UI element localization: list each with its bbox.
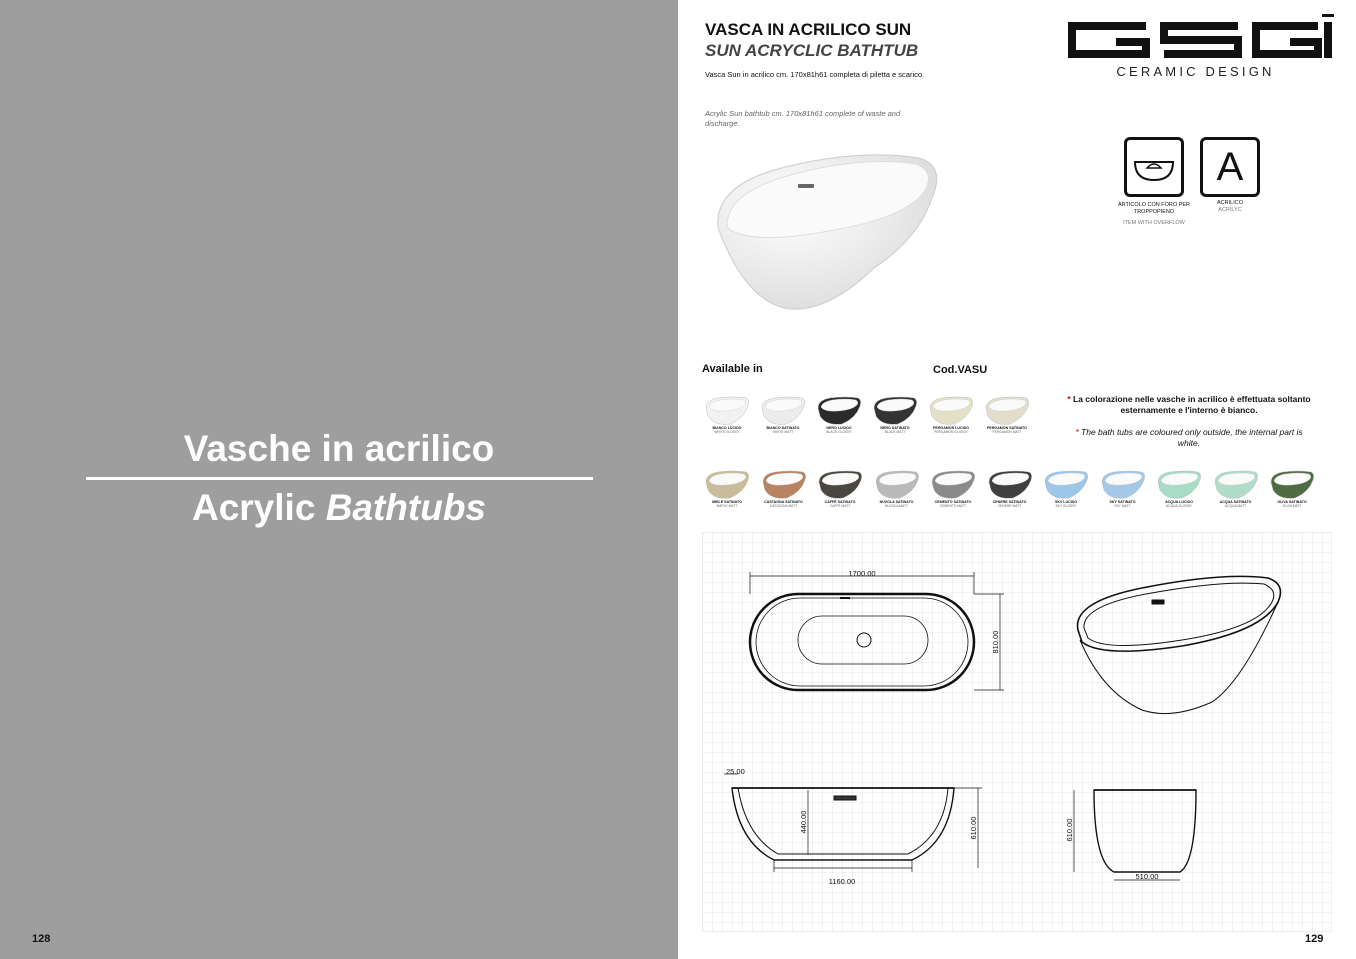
note-star: * bbox=[1075, 427, 1079, 437]
swatch-tub-icon bbox=[761, 468, 807, 500]
section-title: Vasche in acrilico bbox=[183, 428, 495, 469]
acrylic-feature-box: A bbox=[1200, 137, 1260, 197]
swatch-label-en: PERGAMON GLOSSY bbox=[934, 429, 968, 434]
product-description-en: Acrylic Sun bathtub cm. 170x81h61 complete of waste and discharge. bbox=[705, 109, 901, 129]
available-in-label: Available in bbox=[702, 363, 763, 375]
overflow-label-en: ITEM WITH OVERFLOW bbox=[1123, 220, 1185, 226]
swatch-tub-icon bbox=[1100, 468, 1146, 500]
swatch-label-it: NERO SATINATO bbox=[880, 426, 910, 430]
color-swatch bbox=[704, 468, 750, 509]
product-subtitle: SUN ACRYCLIC BATHTUB bbox=[705, 41, 919, 60]
swatch-label-it: OLIVA SATINATO bbox=[1277, 500, 1307, 504]
dim-length: 1700.00 bbox=[848, 569, 876, 578]
overflow-feature-box bbox=[1124, 137, 1184, 197]
color-swatch bbox=[1156, 468, 1202, 509]
right-page bbox=[678, 0, 1356, 959]
swatch-label-en: OLIVA MATT bbox=[1282, 503, 1302, 508]
color-note-en bbox=[1064, 427, 1314, 450]
swatch-label-en: NUVOLA MATT bbox=[884, 503, 909, 508]
swatch-tub-icon bbox=[817, 468, 863, 500]
color-note-en-text: The bath tubs are coloured only outside, the internal part is white. bbox=[1081, 427, 1303, 449]
section-subtitle-prefix: Acrylic bbox=[191, 487, 326, 528]
swatch-label-it: CAFFÈ SATINATO bbox=[824, 500, 856, 504]
swatch-label-it: MIELE SATINATO bbox=[712, 500, 742, 504]
product-code: Cod.VASU bbox=[933, 364, 988, 376]
swatch-tub-icon bbox=[930, 468, 976, 500]
swatch-label-it: NUVOLA SATINATO bbox=[879, 500, 914, 504]
product-title: VASCA IN ACRILICO SUN bbox=[705, 20, 912, 39]
bathtub-product-image bbox=[714, 148, 944, 318]
swatch-tub-icon bbox=[760, 394, 806, 426]
color-swatch bbox=[874, 468, 920, 509]
overflow-label-it: ARTICOLO CON FORO PER TROPPOPIENO bbox=[1117, 202, 1191, 216]
swatch-label-it: SKY LUCIDO bbox=[1054, 500, 1078, 504]
swatch-label-en: CEMENTO MATT bbox=[939, 503, 967, 508]
swatch-label-it: BIANCO LUCIDO bbox=[712, 426, 742, 430]
swatch-label-en: PERGAMON MATT bbox=[992, 429, 1022, 434]
section-subtitle bbox=[0, 487, 678, 529]
color-swatch bbox=[1100, 468, 1146, 509]
color-swatch bbox=[1043, 468, 1089, 509]
acrylic-label bbox=[1200, 200, 1260, 214]
swatch-label-it: ACQUA LUCIDO bbox=[1165, 500, 1193, 504]
color-swatch bbox=[816, 394, 862, 435]
product-description-it: Vasca Sun in acrilico cm. 170x81h61 completa di piletta e scarico. bbox=[705, 70, 925, 79]
title-divider bbox=[86, 477, 593, 480]
swatch-label-it: CENERE SATINATO bbox=[992, 500, 1027, 504]
swatch-label-en: ACQUA MATT bbox=[1224, 503, 1247, 508]
swatch-label-en: ACQUA GLOSSY bbox=[1165, 503, 1193, 508]
swatch-label-it: NERO LUCIDO bbox=[826, 426, 852, 430]
dim-inner-depth: 440.00 bbox=[799, 810, 808, 834]
color-swatch bbox=[817, 468, 863, 509]
dim-base-width: 510.00 bbox=[1135, 872, 1159, 881]
color-swatch bbox=[930, 468, 976, 509]
color-swatch bbox=[987, 468, 1033, 509]
acrylic-label-it: ACRILICO bbox=[1217, 200, 1243, 206]
page-number-right: 129 bbox=[1305, 933, 1324, 945]
swatch-label-en: SKY GLOSSY bbox=[1055, 503, 1077, 508]
swatch-tub-icon bbox=[984, 394, 1030, 426]
swatch-tub-icon bbox=[1156, 468, 1202, 500]
color-swatch bbox=[1269, 468, 1315, 509]
page-number-left: 128 bbox=[32, 933, 51, 945]
note-star: * bbox=[1067, 394, 1071, 404]
brand-subtitle: CERAMIC DESIGN bbox=[1116, 64, 1275, 79]
swatch-label-it: CASTAGNA SATINATO bbox=[764, 500, 803, 504]
acrylic-label-en: ACRILYC bbox=[1218, 207, 1242, 214]
color-swatch bbox=[872, 394, 918, 435]
swatch-label-en: CENERE MATT bbox=[997, 503, 1022, 508]
swatch-label-en: WHITE MATT bbox=[772, 429, 794, 434]
swatch-label-it: PERGAMON SATINATO bbox=[987, 426, 1027, 430]
color-swatch bbox=[760, 394, 806, 435]
color-swatch bbox=[1213, 468, 1259, 509]
swatch-tub-icon bbox=[874, 468, 920, 500]
swatch-label-en: CASTAGNA MATT bbox=[769, 503, 798, 508]
color-swatch bbox=[761, 468, 807, 509]
swatch-tub-icon bbox=[1269, 468, 1315, 500]
swatch-tub-icon bbox=[704, 394, 750, 426]
swatch-label-it: CEMENTO SATINATO bbox=[934, 500, 972, 504]
swatch-label-en: CAFFÈ MATT bbox=[829, 503, 851, 508]
color-swatch bbox=[928, 394, 974, 435]
dim-base-length: 1160.00 bbox=[828, 877, 856, 886]
swatch-tub-icon bbox=[1213, 468, 1259, 500]
section-subtitle-italic: Bathtubs bbox=[325, 487, 487, 528]
color-swatch bbox=[984, 394, 1030, 435]
swatch-label-en: BLACK MATT bbox=[884, 429, 906, 434]
swatch-label-it: ACQUA SATINATO bbox=[1219, 500, 1252, 504]
swatch-tub-icon bbox=[987, 468, 1033, 500]
swatch-label-en: MAPLE MATT bbox=[716, 503, 738, 508]
color-swatch bbox=[704, 394, 750, 435]
swatch-label-en: SKY MATT bbox=[1114, 503, 1131, 508]
dim-width: 810.00 bbox=[991, 630, 1000, 654]
dim-height-end: 610.00 bbox=[1065, 818, 1074, 842]
swatch-tub-icon bbox=[704, 468, 750, 500]
dim-rim: 25.00 bbox=[726, 767, 745, 776]
swatch-tub-icon bbox=[1043, 468, 1089, 500]
swatch-tub-icon bbox=[928, 394, 974, 426]
dim-height-side: 610.00 bbox=[969, 816, 978, 840]
swatch-tub-icon bbox=[872, 394, 918, 426]
swatch-label-en: BLACK GLOSSY bbox=[826, 429, 852, 434]
swatch-label-it: BIANCO SATINATO bbox=[766, 426, 800, 430]
swatch-label-en: WHITE GLOSSY bbox=[714, 429, 740, 434]
overflow-icon bbox=[1127, 140, 1181, 194]
color-note-it-text: La colorazione nelle vasche in acrilico è effettuata soltanto esternamente e l'interno è bianco. bbox=[1073, 394, 1311, 416]
swatch-label-it: PERGAMON LUCIDO bbox=[933, 426, 969, 430]
swatch-label-it: SKY SATINATO bbox=[1109, 500, 1136, 504]
swatch-tub-icon bbox=[816, 394, 862, 426]
technical-drawing bbox=[702, 532, 1332, 932]
color-note-it bbox=[1064, 394, 1314, 417]
